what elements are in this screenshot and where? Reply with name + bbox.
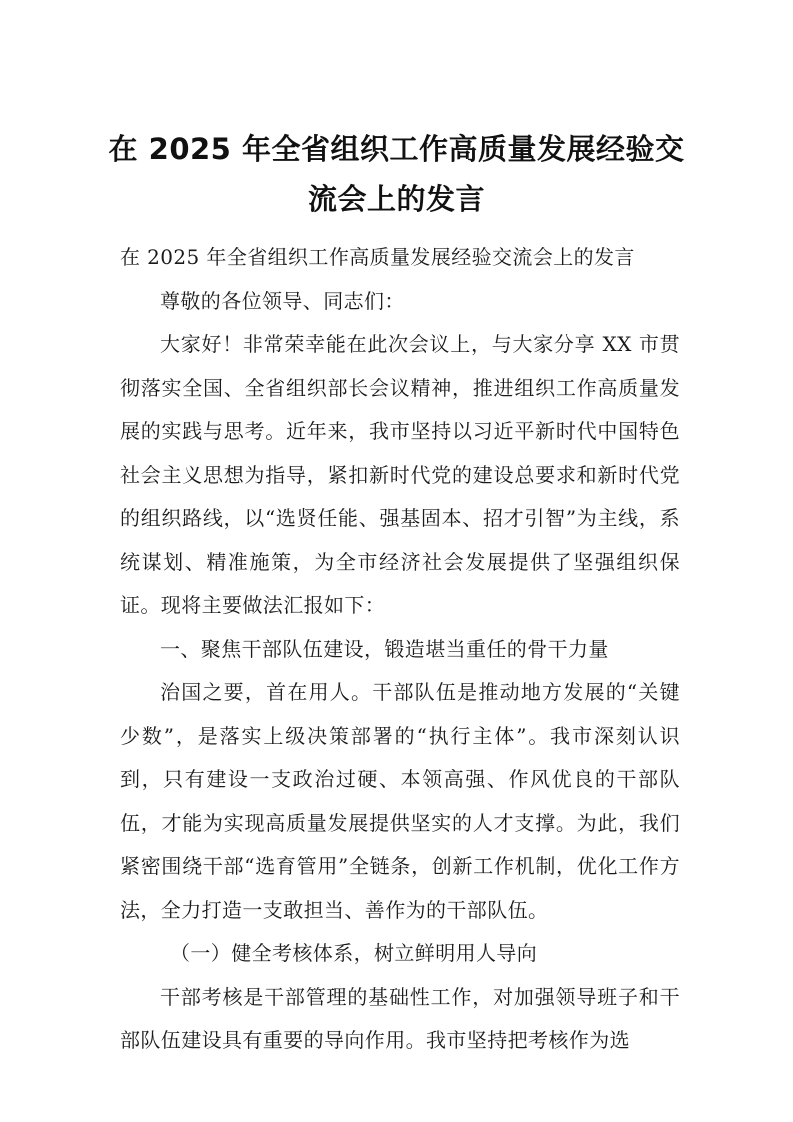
subsection-1-paragraph: 干部考核是干部管理的基础性工作，对加强领导班子和干部队伍建设具有重要的导向作用。我市坚持把考核作为选 [120, 984, 680, 1052]
section-heading-1: 一、聚焦干部队伍建设，锻造堪当重任的骨干力量 [160, 636, 609, 661]
salutation: 尊敬的各位领导、同志们： [160, 288, 405, 313]
section-1-paragraph: 治国之要，首在用人。干部队伍是推动地方发展的“关键少数”，是落实上级决策部署的“执行主体”。我市深刻认识到，只有建设一支政治过硬、本领高强、作风优良的干部队伍，才能为实现高质量发展提供坚实的人才支撑。为此，我们紧密围绕干部“选育管用”全链条，创新工作机制，优化工作方法，全力打造一支敢担当、善作为的干部队伍。 [120, 680, 680, 922]
intro-paragraph: 大家好！非常荣幸能在此次会议上，与大家分享 XX 市贯彻落实全国、全省组织部长会议精神，推进组织工作高质量发展的实践与思考。近年来，我市坚持以习近平新时代中国特色社会主义思想为指导，紧扣新时代党的建设总要求和新时代党的组织路线，以“选贤任能、强基固本、招才引智”为主线，系统谋划、精准施策，为全市经济社会发展提供了坚强组织保证。现将主要做法汇报如下： [120, 332, 680, 617]
document-title: 在 2025 年全省组织工作高质量发展经验交流会上的发言 [108, 132, 685, 216]
subtitle-line: 在 2025 年全省组织工作高质量发展经验交流会上的发言 [120, 245, 635, 269]
subsection-heading-1: （一）健全考核体系，树立鲜明用人导向 [170, 941, 538, 965]
document-body [120, 236, 680, 1063]
